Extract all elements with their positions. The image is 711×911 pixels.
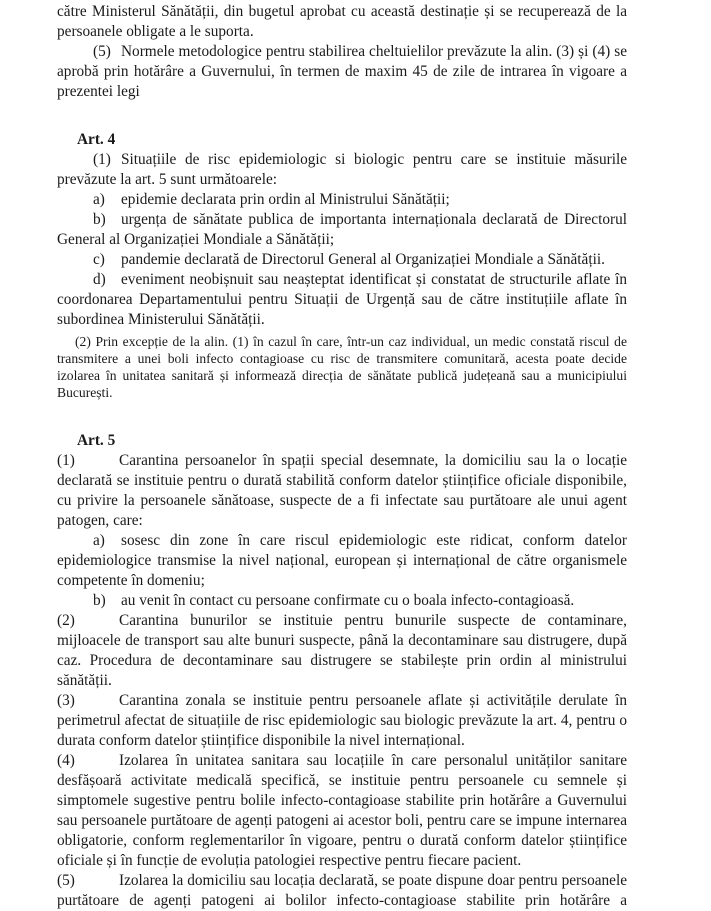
- paragraph-text: Prin excepție de la alin. (1) în cazul în care, într-un caz individual, un medic constată riscul de transmitere a unei boli infecto contagioase cu risc de transmitere comunitară, acesta poate decide izolarea în unitatea sanitară și informează direcția de sănătate publică județeană sau a municipiului București.: [57, 334, 627, 400]
- paragraph-label: (5): [57, 872, 75, 889]
- item-text: urgența de sănătate publica de importanta internaționala declarată de Directorul General al Organizației Mondiale a Sănătății;: [57, 211, 627, 248]
- art4-paragraph-2: [57, 333, 627, 401]
- article-4-heading: Art. 4: [77, 131, 116, 148]
- art5-item-a: [57, 531, 627, 591]
- item-label: b): [93, 592, 106, 609]
- paragraph-text: Carantina bunurilor se instituie pentru bunurile suspecte de contaminare, mijloacele de transport sau alte bunuri suspecte, până la decontaminare sau distrugere, după caz. Procedura de decontaminare sau distrugere se stabilește prin ordin al ministrului sănătății.: [57, 612, 627, 689]
- paragraph-text: Normele metodologice pentru stabilirea cheltuielilor prevăzute la alin. (3) și (4) se aprobă prin hotărâre a Guvernului, în termen de maxim 45 de zile de intrarea în vigoare a prezentei legi: [57, 43, 627, 100]
- art4-paragraph-1: [57, 150, 627, 190]
- document-page: [57, 2, 627, 911]
- item-text: pandemie declarată de Directorul General al Organizației Mondiale a Sănătății.: [121, 251, 605, 268]
- paragraph-label: (1): [57, 452, 75, 469]
- spacer: [57, 401, 627, 431]
- item-label: c): [93, 251, 105, 268]
- paragraph-label: (4): [57, 752, 75, 769]
- paragraph-label: (2): [75, 334, 91, 349]
- paragraph-5: [57, 42, 627, 102]
- item-label: a): [93, 532, 105, 549]
- paragraph-text: Izolarea la domiciliu sau locația declarată, se poate dispune doar pentru persoanele purtătoare de agenți patogeni ai bolilor infecto-contagioase stabilite prin hotărâre a: [57, 872, 627, 909]
- item-text: au venit în contact cu persoane confirmate cu o boala infecto-contagioasă.: [121, 592, 575, 609]
- art5-paragraph-3: [57, 691, 627, 751]
- paragraph-label: (3): [57, 692, 75, 709]
- article-5-heading: Art. 5: [77, 432, 116, 449]
- art4-item-d: [57, 270, 627, 330]
- paragraph-text: Situațiile de risc epidemiologic si biologic pentru care se instituie măsurile prevăzute la art. 5 sunt următoarele:: [57, 151, 627, 188]
- paragraph-text: Carantina persoanelor în spații special desemnate, la domiciliu sau la o locație declarată se instituie pentru o durată stabilită conform datelor științifice oficiale disponibile, cu privire la persoanele sănătoase, suspecte de a fi infectate sau purtătoare ale unui agent patogen, care:: [57, 452, 627, 529]
- item-text: epidemie declarata prin ordin al Ministrului Sănătății;: [121, 191, 450, 208]
- item-text: sosesc din zone în care riscul epidemiologic este ridicat, conform datelor epidemiologice transmise la nivel național, european și internațional de către organismele competente în domeniu;: [57, 532, 627, 589]
- art4-item-c: [57, 250, 627, 270]
- art4-item-b: [57, 210, 627, 250]
- item-label: b): [93, 211, 106, 228]
- art5-paragraph-4: [57, 751, 627, 871]
- paragraph-label: (5): [93, 43, 111, 60]
- spacer: [57, 102, 627, 130]
- art5-paragraph-2: [57, 611, 627, 691]
- paragraph-text: Izolarea în unitatea sanitara sau locațiile în care personalul unităților sanitare desfășoară activitate medicală specifică, se instituie pentru persoanele cu semnele și simptomele sugestive pentru bolile infecto-contagioase stabilite prin hotărâre a Guvernului sau persoanele purtătoare de agenți patogeni ai acestor boli, pentru care se impune internarea obligatorie, conform reglementarilor în vigoare, pentru o durată conform datelor științifice oficiale și în funcție de evoluția patologiei respective pentru fiecare pacient.: [57, 752, 627, 869]
- paragraph-label: (2): [57, 612, 75, 629]
- art4-item-a: [57, 190, 627, 210]
- continuation-paragraph: către Ministerul Sănătății, din bugetul aprobat cu această destinație și se recuperează de la persoanele obligate a le suporta.: [57, 3, 627, 40]
- item-label: d): [93, 271, 106, 288]
- paragraph-label: (1): [93, 151, 111, 168]
- paragraph-text: Carantina zonala se instituie pentru persoanele aflate și activitățile derulate în perimetrul afectat de situațiile de risc epidemiologic sau biologic prevăzute la art. 4, pentru o durata conform datelor științifice disponibile la nivel internațional.: [57, 692, 627, 749]
- art5-paragraph-5: [57, 871, 627, 911]
- art5-item-b: [57, 591, 627, 611]
- art5-paragraph-1: [57, 451, 627, 531]
- item-text: eveniment neobișnuit sau neașteptat identificat și constatat de structurile aflate în coordonarea Departamentului pentru Situații de Urgență sau de către instituțiile aflate în subordinea Ministerului Sănătății.: [57, 271, 627, 328]
- item-label: a): [93, 191, 105, 208]
